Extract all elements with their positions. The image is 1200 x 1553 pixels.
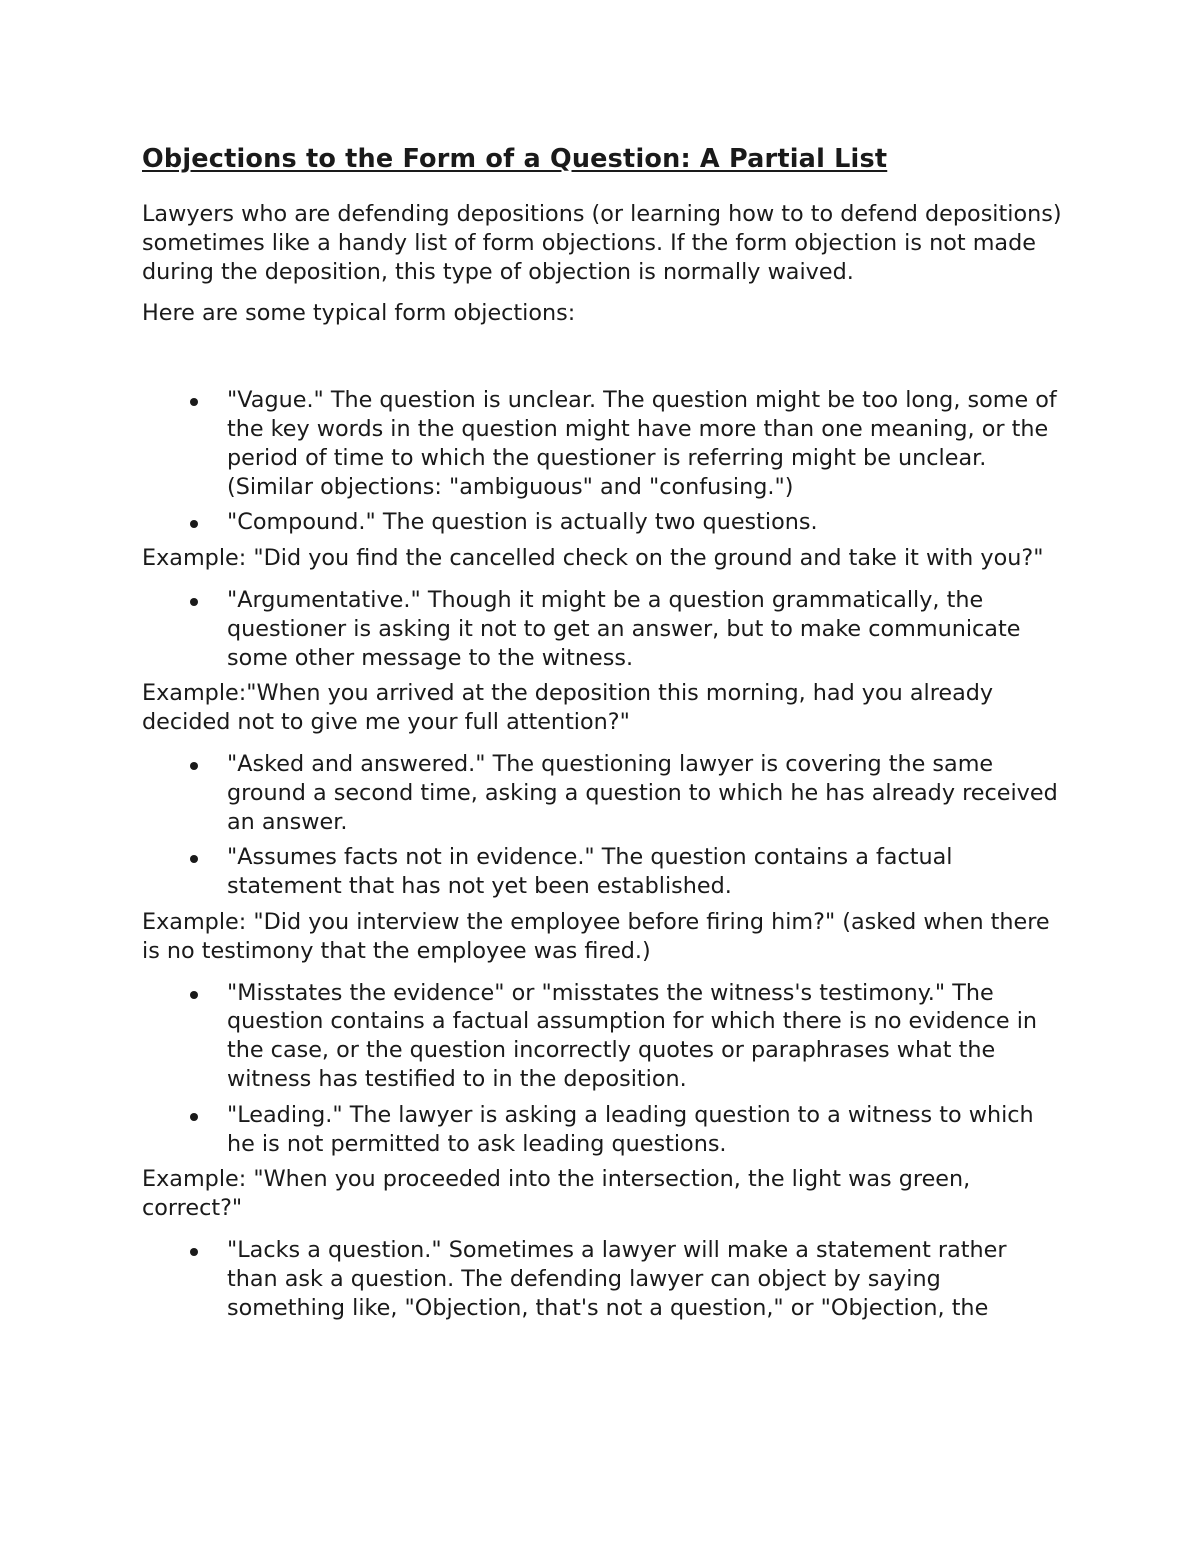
list-item <box>210 386 1062 501</box>
lead-paragraph: Here are some typical form objections: <box>142 300 576 327</box>
bullet-icon <box>190 855 198 863</box>
bullet-icon <box>190 1113 198 1121</box>
bullet-icon <box>190 762 198 770</box>
list-item-text: "Compound." The question is actually two questions. <box>227 509 818 536</box>
intro-paragraph: Lawyers who are defending depositions (or learning how to to defend depositions) sometimes like a handy list of form objections. If the form objection is not made during the deposition, this type of objection is normally waived. <box>142 201 1062 285</box>
objection-list-1 <box>142 386 1062 537</box>
list-item <box>210 979 1062 1094</box>
list-item <box>210 508 1062 537</box>
list-item <box>210 586 1062 672</box>
list-item-text: "Vague." The question is unclear. The question might be too long, some of the key words in the question might have more than one meaning, or the period of time to which the questioner is referring might be unclear. (Similar objections: "ambiguous" and "confusing.") <box>227 387 1057 500</box>
objection-list-5 <box>142 1236 1062 1322</box>
objection-list-2 <box>142 586 1062 672</box>
bullet-icon <box>190 991 198 999</box>
list-item <box>210 1236 1062 1322</box>
example-paragraph: Example: "Did you interview the employee before firing him?" (asked when there is no testimony that the employee was fired.) <box>142 908 1050 964</box>
list-item <box>210 1101 1062 1159</box>
example-paragraph: Example:"When you arrived at the deposition this morning, had you already decided not to give me your full attention?" <box>142 680 994 736</box>
list-item <box>210 843 1062 901</box>
list-item-text: "Assumes facts not in evidence." The question contains a factual statement that has not yet been established. <box>227 844 953 900</box>
bullet-icon <box>190 398 198 406</box>
example-paragraph: Example: "Did you find the cancelled check on the ground and take it with you?" <box>142 545 1044 572</box>
document-page <box>142 138 1062 1329</box>
list-item <box>210 750 1062 836</box>
list-item-text: "Misstates the evidence" or "misstates the witness's testimony." The question contains a factual assumption for which there is no evidence in the case, or the question incorrectly quotes or paraphrases what the witness has testified to in the deposition. <box>227 979 1038 1092</box>
list-item-text: "Argumentative." Though it might be a question grammatically, the questioner is asking it not to get an answer, but to make communicate some other message to the witness. <box>227 586 1021 671</box>
list-item-text: "Lacks a question." Sometimes a lawyer will make a statement rather than ask a question. The defending lawyer can object by saying something like, "Objection, that's not a question," or "Objection, the <box>227 1236 1007 1321</box>
list-item-text: "Asked and answered." The questioning lawyer is covering the same ground a second time, asking a question to which he has already received an answer. <box>227 750 1058 835</box>
example-paragraph: Example: "When you proceeded into the intersection, the light was green, correct?" <box>142 1166 971 1222</box>
document-title: Objections to the Form of a Question: A Partial List <box>142 144 888 174</box>
objection-list-3 <box>142 750 1062 901</box>
bullet-icon <box>190 520 198 528</box>
bullet-icon <box>190 598 198 606</box>
objection-list-4 <box>142 979 1062 1159</box>
list-item-text: "Leading." The lawyer is asking a leading question to a witness to which he is not permitted to ask leading questions. <box>227 1101 1034 1157</box>
bullet-icon <box>190 1248 198 1256</box>
